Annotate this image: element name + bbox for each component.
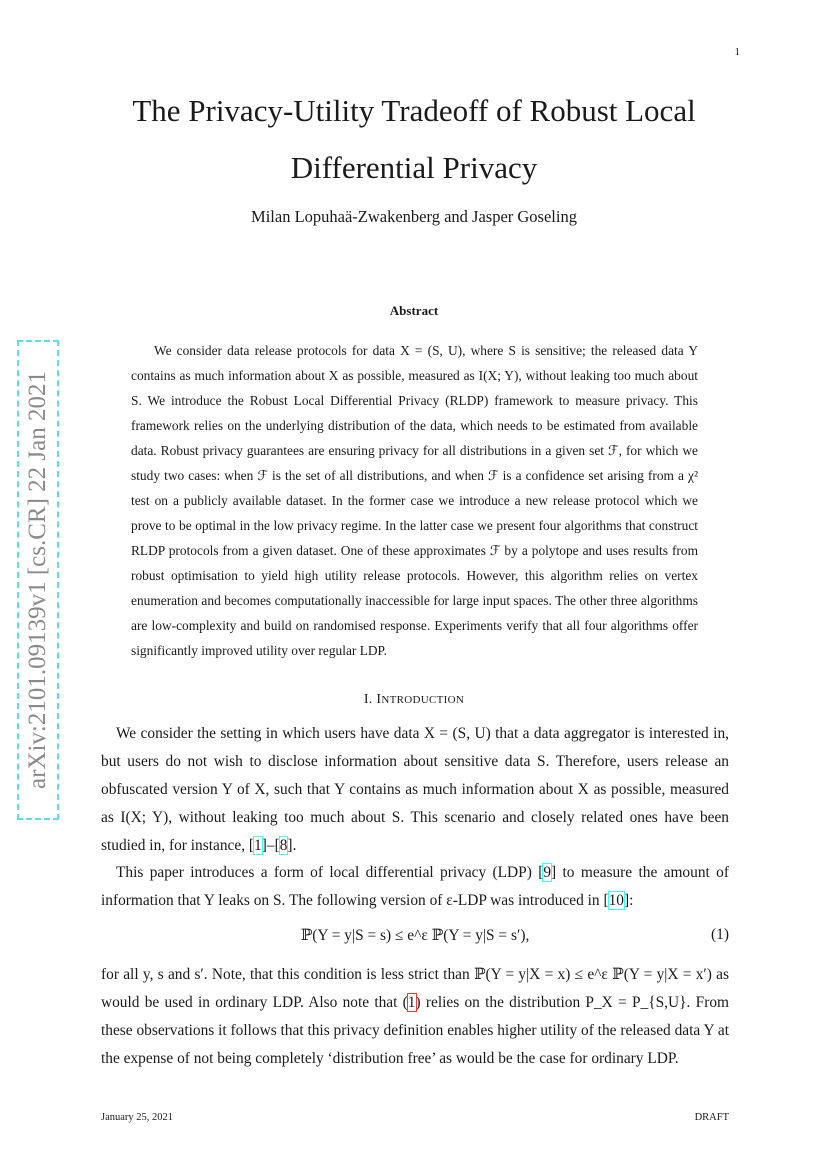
paragraph-2-end: :	[629, 892, 634, 909]
abstract-heading: Abstract	[389, 303, 439, 318]
citation-link-1[interactable]: 1	[254, 837, 262, 854]
title-line-2: Differential Privacy	[290, 150, 538, 185]
section-title-first: I	[376, 692, 382, 707]
paragraph-1-end: .	[292, 837, 297, 854]
paragraph-3-text-a: for all y, s and s′. Note, that this condition is less strict than ℙ(Y = y|X = x) ≤ e^ε ℙ(Y = y|X = x′) as would be used in ordinary LDP. Also note that	[101, 966, 729, 1011]
paragraph-1: We consider the setting in which users have data X = (S, U) that a data aggregator is interested in, but users do not wish to disclose information about sensitive data S. Therefore, users release an obfuscated version Y of X, such that Y contains as much information about X as possible, measured as I(X; Y), without leaking too much about S. This scenario and closely related ones have been studied in, for instance, [1]–[8].	[101, 725, 729, 854]
paragraph-3-text-b: relies on the distribution P_X = P_{S,U}. From these observations it follows that this privacy definition enables higher utility of the released data Y at the expense of not being completely ‘distribution free’ as would be the case for ordinary LDP.	[101, 994, 729, 1067]
arxiv-stamp-link[interactable]	[17, 340, 59, 820]
footer-date: January 25, 2021	[101, 1112, 174, 1123]
citation-dash: –	[266, 837, 275, 854]
paragraph-2-text-a: This paper introduces a form of local differential privacy (LDP)	[116, 864, 532, 881]
paragraph-2-text-b: to measure the amount of information that Y leaks on S. The following version of ε-LDP was introduced in	[101, 864, 729, 909]
paragraph-3: for all y, s and s′. Note, that this condition is less strict than ℙ(Y = y|X = x) ≤ e^ε ℙ(Y = y|X = x′) as would be used in ordinary LDP. Also note that (1) relies on the distribution P_X = P_{S,U}. From these observations it follows that this privacy definition enables higher utility of the released data Y at the expense of not being completely ‘distribution free’ as would be the case for ordinary LDP.	[101, 966, 729, 1067]
paragraph-1-text: We consider the setting in which users have data X = (S, U) that a data aggregator is interested in, but users do not wish to disclose information about sensitive data S. Therefore, users release an obfuscated version Y of X, such that Y contains as much information about X as possible, measured as I(X; Y), without leaking too much about S. This scenario and closely related ones have been studied in, for instance,	[101, 725, 729, 854]
citation-link-9[interactable]: 9	[543, 864, 552, 881]
paper-title	[60, 82, 768, 196]
equation-number: (1)	[711, 926, 729, 943]
citation-link-8[interactable]: 8	[279, 837, 288, 854]
section-numeral: I.	[363, 692, 373, 707]
equation-formula: ℙ(Y = y|S = s) ≤ e^ε ℙ(Y = y|S = s′),	[300, 927, 530, 944]
title-line-1: The Privacy-Utility Tradeoff of Robust Local	[132, 93, 696, 128]
section-heading	[60, 692, 768, 708]
footer-status: DRAFT	[694, 1112, 729, 1123]
arxiv-stamp-text: arXiv:2101.09139v1 [cs.CR] 22 Jan 2021	[24, 370, 51, 790]
equation-1	[101, 926, 729, 945]
abstract-text: We consider data release protocols for data X = (S, U), where S is sensitive; the released data Y contains as much information about X as possible, measured as I(X; Y), without leaking too much about S. We introduce the Robust Local Differential Privacy (RLDP) framework to measure privacy. This framework relies on the underlying distribution of the data, which needs to be estimated from available data. Robust privacy guarantees are ensuring privacy for all distributions in a given set ℱ, for which we study two cases: when ℱ is the set of all distributions, and when ℱ is a confidence set arising from a χ² test on a publicly available dataset. In the former case we introduce a new release protocol which we prove to be optimal in the low privacy regime. In the latter case we present four algorithms that construct RLDP protocols from a given dataset. One of these approximates ℱ by a polytope and uses results from robust optimisation to yield high utility release protocols. However, this algorithm relies on vertex enumeration and becomes computationally inaccessible for large input spaces. The other three algorithms are low-complexity and build on randomised response. Experiments verify that all four algorithms offer significantly improved utility over regular LDP.	[131, 343, 698, 658]
equation-ref-link[interactable]: 1	[407, 994, 416, 1011]
paragraph-2: This paper introduces a form of local differential privacy (LDP) [9] to measure the amount of information that Y leaks on S. The following version of ε-LDP was introduced in [10]:	[101, 864, 729, 909]
abstract-body	[131, 338, 698, 663]
page-number: 1	[734, 46, 740, 58]
author-list: Milan Lopuhaä-Zwakenberg and Jasper Goseling	[251, 207, 577, 226]
section-title-rest: NTRODUCTION	[381, 694, 465, 706]
citation-link-10[interactable]: 10	[608, 892, 624, 909]
